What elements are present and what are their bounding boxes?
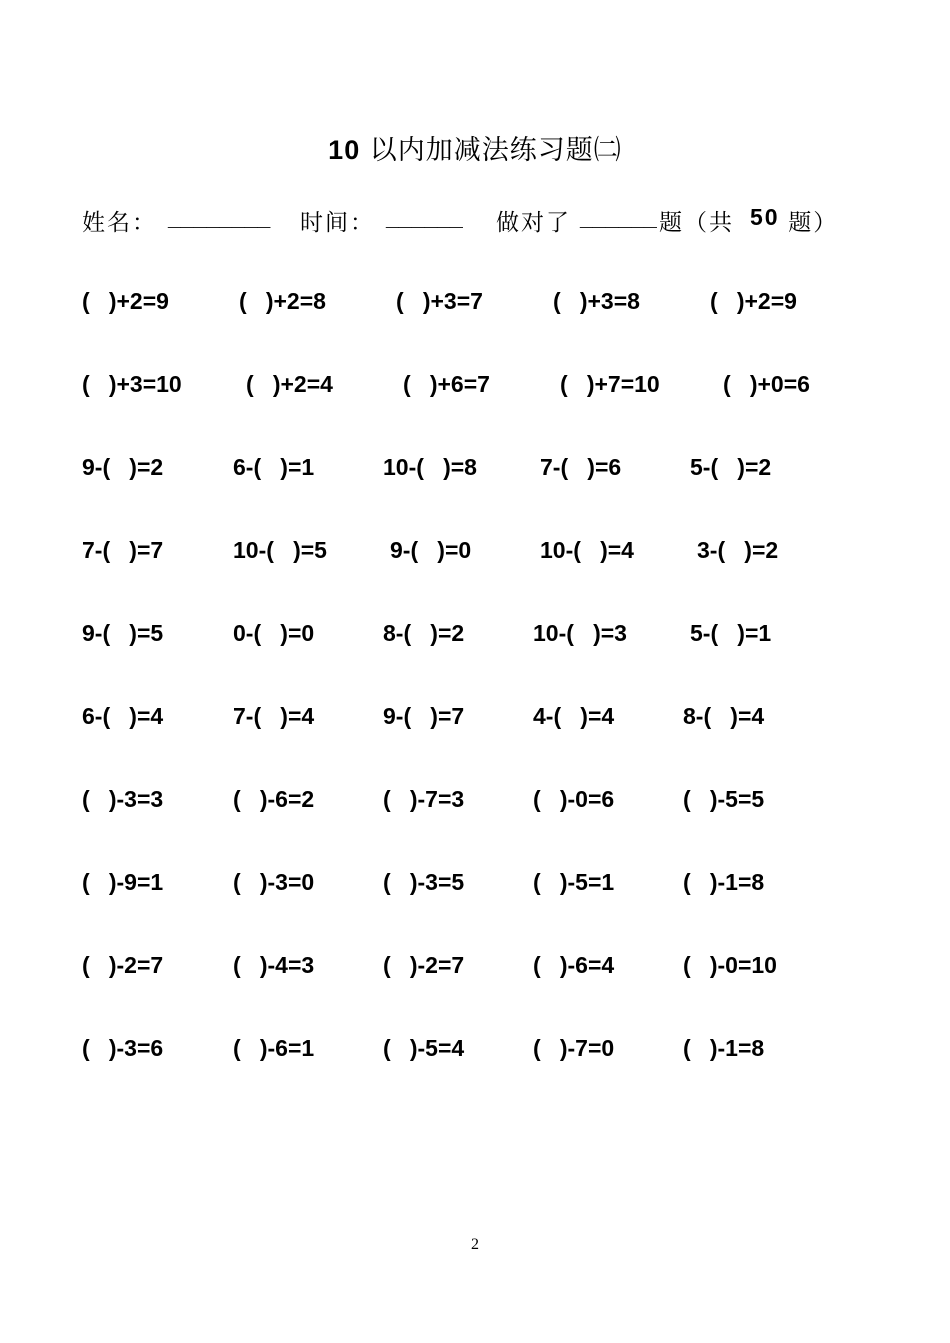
problem: 5-( )=2: [690, 454, 772, 480]
problem: ( )+2=4: [246, 371, 333, 397]
problem: ( )+3=8: [553, 288, 640, 314]
problem: 9-( )=7: [383, 703, 465, 729]
name-blank[interactable]: ________: [168, 204, 271, 230]
problem: 6-( )=4: [82, 703, 164, 729]
problem: ( )-5=5: [683, 786, 765, 812]
problem: ( )+2=9: [710, 288, 797, 314]
problem: ( )+2=8: [239, 288, 326, 314]
problem: ( )+0=6: [723, 371, 810, 397]
problem: ( )-0=6: [533, 786, 615, 812]
problem: 10-( )=8: [383, 454, 477, 480]
problem: 4-( )=4: [533, 703, 615, 729]
problem: 7-( )=6: [540, 454, 622, 480]
count-prefix: 题（共: [659, 210, 744, 236]
correct-blank[interactable]: ______: [580, 204, 657, 230]
problem: 8-( )=4: [683, 703, 765, 729]
time-label: 时间：: [300, 210, 375, 236]
title-text: 以内加减法练习题㈡: [360, 135, 622, 166]
problem: ( )+2=9: [82, 288, 169, 314]
problem: ( )-7=3: [383, 786, 465, 812]
problem: ( )-9=1: [82, 869, 164, 895]
count-suffix: 题）: [779, 210, 839, 236]
problem: ( )-6=1: [233, 1035, 315, 1061]
page-number: 2: [471, 1236, 479, 1253]
problem: 3-( )=2: [697, 537, 779, 563]
problem: 5-( )=1: [690, 620, 772, 646]
problem: ( )+3=10: [82, 371, 182, 397]
problem: ( )-5=1: [533, 869, 615, 895]
problem: ( )-3=0: [233, 869, 315, 895]
problem: ( )-5=4: [383, 1035, 465, 1061]
page-title: [0, 128, 950, 167]
problem: ( )-3=3: [82, 786, 164, 812]
problem: ( )-2=7: [82, 952, 164, 978]
problem: 6-( )=1: [233, 454, 315, 480]
problem: ( )-4=3: [233, 952, 315, 978]
problem: ( )-0=10: [683, 952, 777, 978]
count-number: 50: [750, 204, 780, 230]
problem: 10-( )=4: [540, 537, 634, 563]
problem: ( )-1=8: [683, 869, 765, 895]
problem: 10-( )=3: [533, 620, 627, 646]
problem: ( )+3=7: [396, 288, 483, 314]
student-info-line: [82, 204, 882, 244]
problem: ( )-6=4: [533, 952, 615, 978]
time-blank[interactable]: ______: [386, 204, 463, 230]
problem: ( )-6=2: [233, 786, 315, 812]
problem: 7-( )=7: [82, 537, 164, 563]
problem: 9-( )=5: [82, 620, 164, 646]
problem: 0-( )=0: [233, 620, 315, 646]
problem: 9-( )=2: [82, 454, 164, 480]
problem: 9-( )=0: [390, 537, 472, 563]
problem: ( )-7=0: [533, 1035, 615, 1061]
name-label: 姓名：: [82, 210, 157, 236]
problem: ( )+6=7: [403, 371, 490, 397]
problem: ( )+7=10: [560, 371, 660, 397]
problem: ( )-3=5: [383, 869, 465, 895]
problem: ( )-1=8: [683, 1035, 765, 1061]
correct-label: 做对了: [496, 210, 571, 236]
problem: ( )-2=7: [383, 952, 465, 978]
problem: 8-( )=2: [383, 620, 465, 646]
problem: ( )-3=6: [82, 1035, 164, 1061]
problem: 10-( )=5: [233, 537, 327, 563]
title-number: 10: [328, 135, 361, 165]
problem: 7-( )=4: [233, 703, 315, 729]
